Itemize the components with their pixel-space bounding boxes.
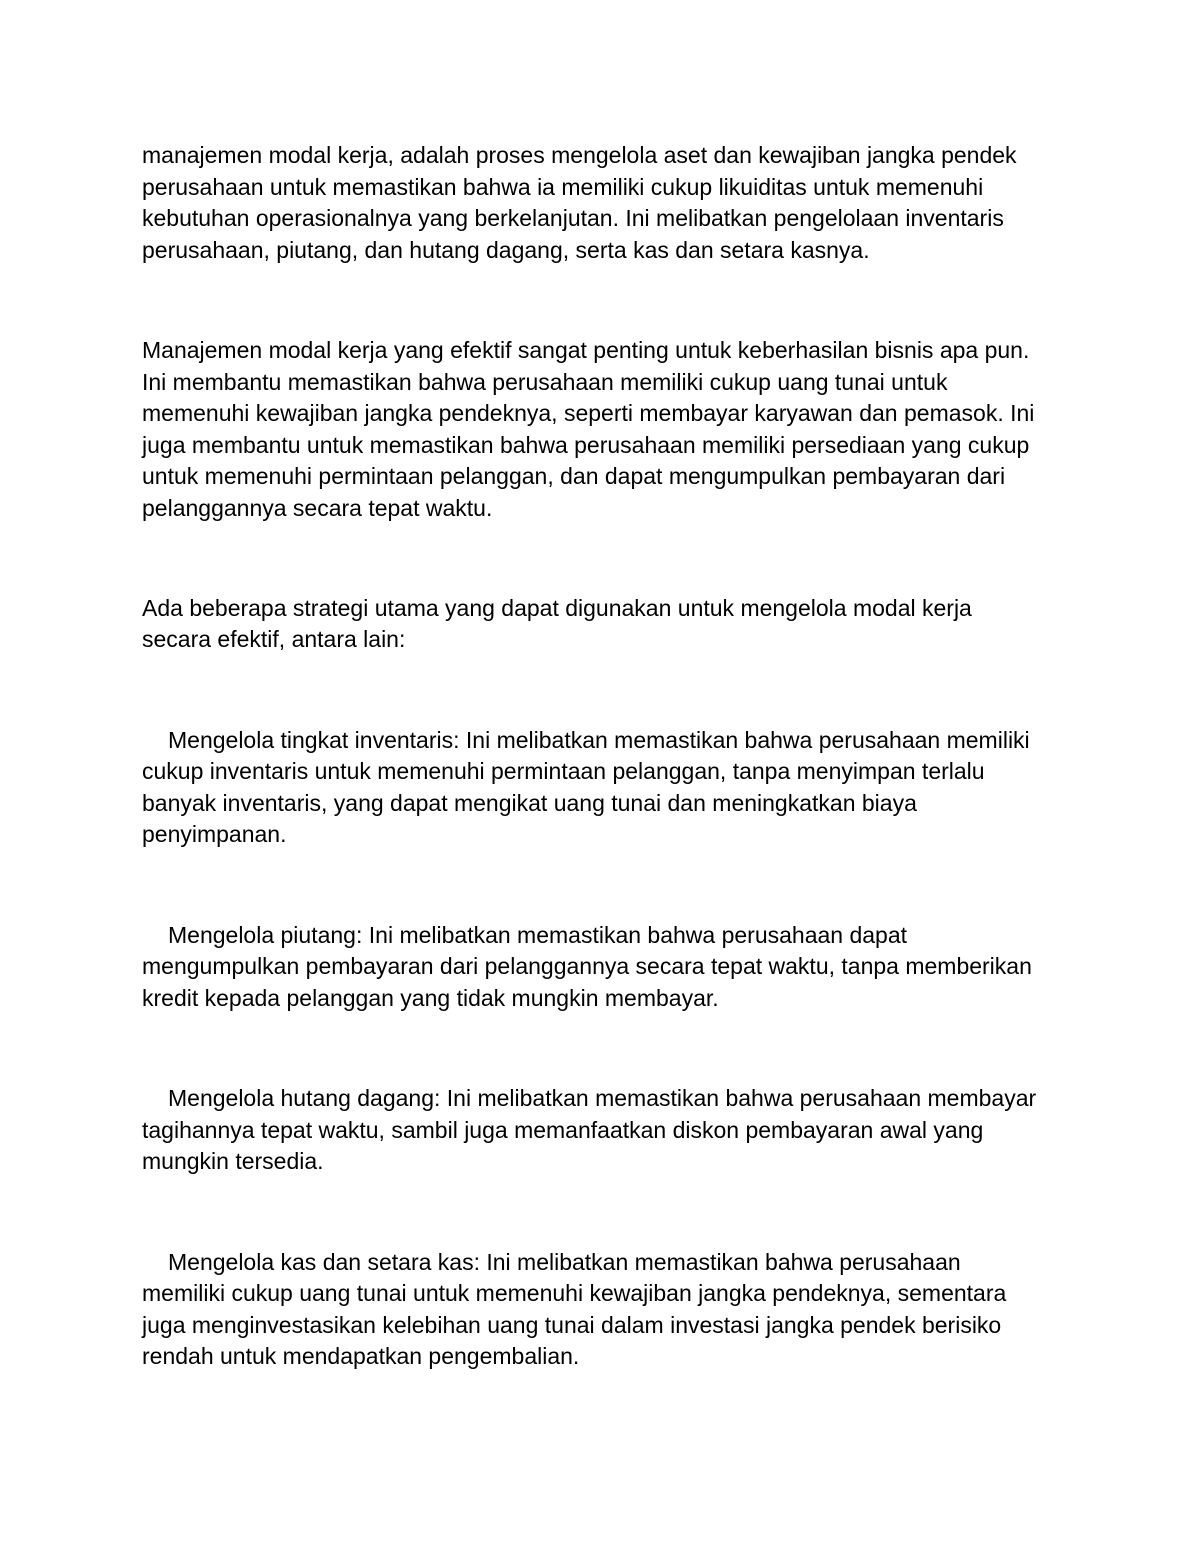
text-line: juga menginvestasikan kelebihan uang tunai dalam investasi jangka pendek berisiko [142, 1312, 1002, 1338]
text-line: memenuhi kewajiban jangka pendeknya, seperti membayar karyawan dan pemasok. Ini [142, 400, 1035, 426]
text-line: cukup inventaris untuk memenuhi permintaan pelanggan, tanpa menyimpan terlalu [142, 758, 985, 784]
text-line: banyak inventaris, yang dapat mengikat uang tunai dan meningkatkan biaya [142, 790, 917, 816]
text-line: tagihannya tepat waktu, sambil juga memanfaatkan diskon pembayaran awal yang [142, 1117, 984, 1143]
text-line: pelanggannya secara tepat waktu. [142, 495, 493, 521]
text-line: mengumpulkan pembayaran dari pelanggannya secara tepat waktu, tanpa memberikan [142, 953, 1032, 979]
text-line: Manajemen modal kerja yang efektif sangat penting untuk keberhasilan bisnis apa pun. [142, 337, 1030, 363]
text-line: penyimpanan. [142, 821, 287, 847]
text-line: Mengelola piutang: Ini melibatkan memastikan bahwa perusahaan dapat [168, 922, 908, 948]
text-line: Ada beberapa strategi utama yang dapat digunakan untuk mengelola modal kerja [142, 595, 972, 621]
text-line: Ini membantu memastikan bahwa perusahaan memiliki cukup uang tunai untuk [142, 369, 948, 395]
text-line: manajemen modal kerja, adalah proses mengelola aset dan kewajiban jangka pendek [142, 142, 1017, 168]
text-line: secara efektif, antara lain: [142, 626, 406, 652]
text-line: Mengelola tingkat inventaris: Ini melibatkan memastikan bahwa perusahaan memiliki [168, 727, 1030, 753]
text-line: mungkin tersedia. [142, 1148, 324, 1174]
text-line: rendah untuk mendapatkan pengembalian. [142, 1343, 580, 1369]
text-line: perusahaan, piutang, dan hutang dagang, serta kas dan setara kasnya. [142, 237, 870, 263]
text-line: Mengelola hutang dagang: Ini melibatkan memastikan bahwa perusahaan membayar [168, 1085, 1037, 1111]
text-line: juga membantu untuk memastikan bahwa perusahaan memiliki persediaan yang cukup [142, 432, 1030, 458]
text-line: kredit kepada pelanggan yang tidak mungkin membayar. [142, 985, 719, 1011]
text-line: untuk memenuhi permintaan pelanggan, dan dapat mengumpulkan pembayaran dari [142, 463, 1006, 489]
text-line: perusahaan untuk memastikan bahwa ia memiliki cukup likuiditas untuk memenuhi [142, 174, 984, 200]
text-line: Mengelola kas dan setara kas: Ini melibatkan memastikan bahwa perusahaan [168, 1249, 961, 1275]
text-line: kebutuhan operasionalnya yang berkelanjutan. Ini melibatkan pengelolaan inventaris [142, 205, 1004, 231]
text-line: memiliki cukup uang tunai untuk memenuhi kewajiban jangka pendeknya, sementara [142, 1280, 1007, 1306]
